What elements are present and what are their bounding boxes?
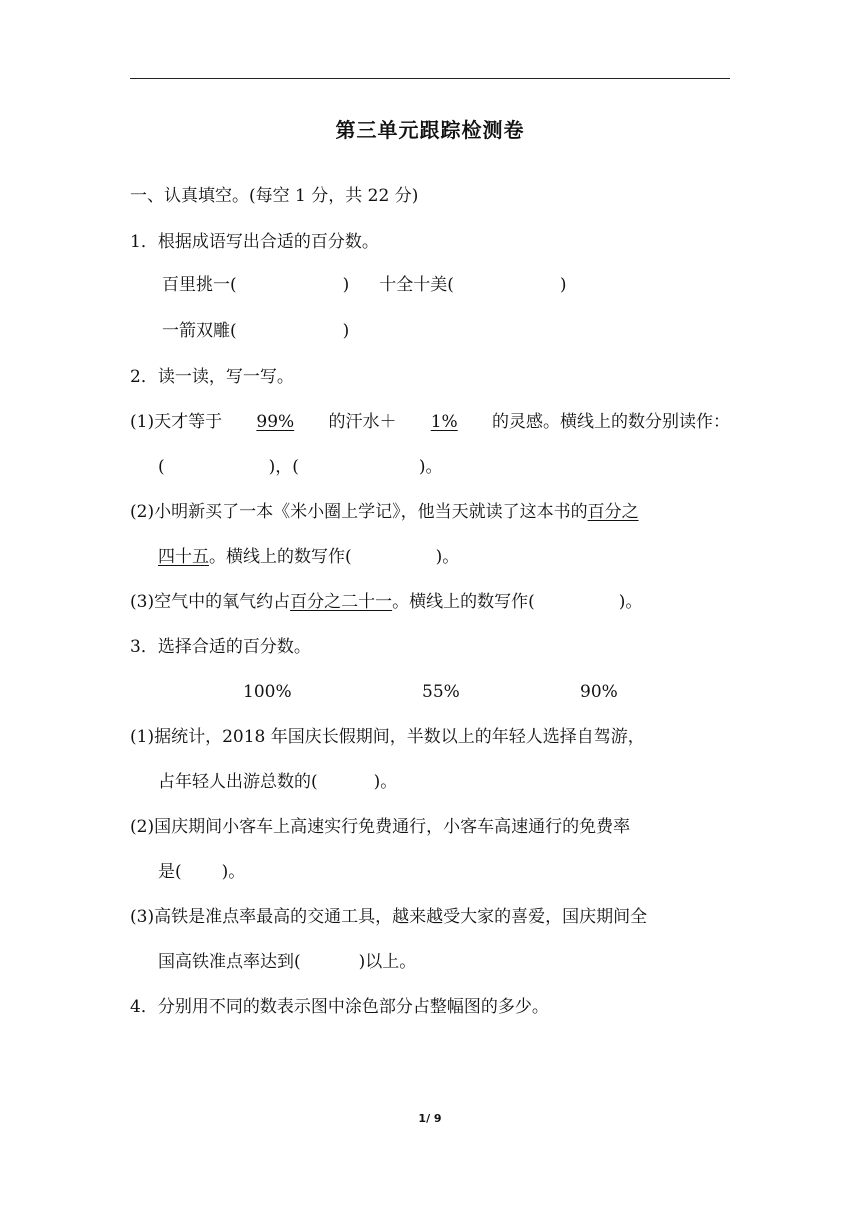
- page-number: 1/ 9: [418, 1112, 442, 1125]
- q2-part1: [130, 410, 730, 434]
- q3-p3-pre: 国高铁准点率达到(: [158, 952, 301, 972]
- q3-part2-line1: (2)国庆期间小客车上高速实行免费通行，小客车高速通行的免费率: [130, 817, 631, 837]
- q1-close3: ): [342, 321, 350, 341]
- q3-p1-post: )。: [373, 772, 398, 792]
- q1-idiom3: 一箭双雕(: [162, 321, 237, 341]
- q3-p2-pre: 是(: [158, 862, 182, 882]
- q3-stem: 3．选择合适的百分数。: [130, 637, 311, 657]
- q3-part2-line2: [158, 860, 245, 884]
- header-rule: [130, 78, 730, 79]
- q3-option-1: 100%: [243, 682, 292, 702]
- q3-part3-line1: (3)高铁是准点率最高的交通工具，越来越受大家的喜爱，国庆期间全: [130, 907, 648, 927]
- q1-close2: ): [559, 275, 567, 295]
- q2-p1-value2: 1%: [430, 412, 458, 432]
- q2-p1-pre: (1)天才等于: [130, 412, 223, 432]
- q3-option-3: 90%: [580, 682, 618, 702]
- q3-p1-pre: 占年轻人出游总数的(: [158, 772, 318, 792]
- q2-stem: 2．读一读，写一写。: [130, 367, 294, 387]
- q1-idiom1: 百里挑一(: [162, 275, 237, 295]
- q2-p1-open: (: [158, 457, 165, 477]
- q2-p2-close: )。: [435, 547, 460, 567]
- q2-p2-post: 。横线上的数写作(: [209, 547, 352, 567]
- q2-p1-value1: 99%: [256, 412, 295, 432]
- q2-p3-pre: (3)空气中的氧气约占: [130, 592, 291, 612]
- q1-idiom2: 十全十美(: [379, 275, 454, 295]
- section-heading: 一、认真填空。(每空 1 分，共 22 分): [130, 186, 419, 206]
- q3-part1-line1: (1)据统计，2018 年国庆长假期间，半数以上的年轻人选择自驾游，: [130, 727, 645, 747]
- q4-stem: 4．分别用不同的数表示图中涂色部分占整幅图的多少。: [130, 997, 549, 1017]
- q2-p3-post: 。横线上的数写作(: [392, 592, 535, 612]
- q3-p3-post: )以上。: [358, 952, 417, 972]
- q2-p1-close1: )，(: [268, 457, 299, 477]
- q2-p1-mid: 的汗水＋: [328, 412, 397, 432]
- q2-p2-pre: (2)小明新买了一本《米小圈上学记》，他当天就读了这本书的: [130, 502, 588, 522]
- q3-part1-line2: [158, 770, 397, 794]
- q1-close1: ): [342, 275, 350, 295]
- q1-row1: [162, 273, 567, 297]
- page-title: 第三单元跟踪检测卷: [335, 118, 525, 142]
- q2-p3-close: )。: [618, 592, 643, 612]
- q3-p2-post: )。: [221, 862, 246, 882]
- q1-stem: 1．根据成语写出合适的百分数。: [130, 232, 379, 252]
- q1-row2: [162, 319, 349, 343]
- q2-p2-underline2: 四十五: [158, 547, 209, 567]
- q2-p1-close2: )。: [418, 457, 443, 477]
- q2-part2-line2: [158, 545, 459, 569]
- q3-option-2: 55%: [422, 682, 460, 702]
- q2-part3: [130, 590, 642, 614]
- q2-p1-post: 的灵感。横线上的数分别读作：: [492, 412, 730, 432]
- q2-p3-underline: 百分之二十一: [290, 592, 393, 612]
- q2-part2-line1: [130, 500, 639, 524]
- q3-part3-line2: [158, 950, 416, 974]
- q2-p2-underline1: 百分之: [587, 502, 639, 522]
- q2-part1-answers: [158, 455, 443, 479]
